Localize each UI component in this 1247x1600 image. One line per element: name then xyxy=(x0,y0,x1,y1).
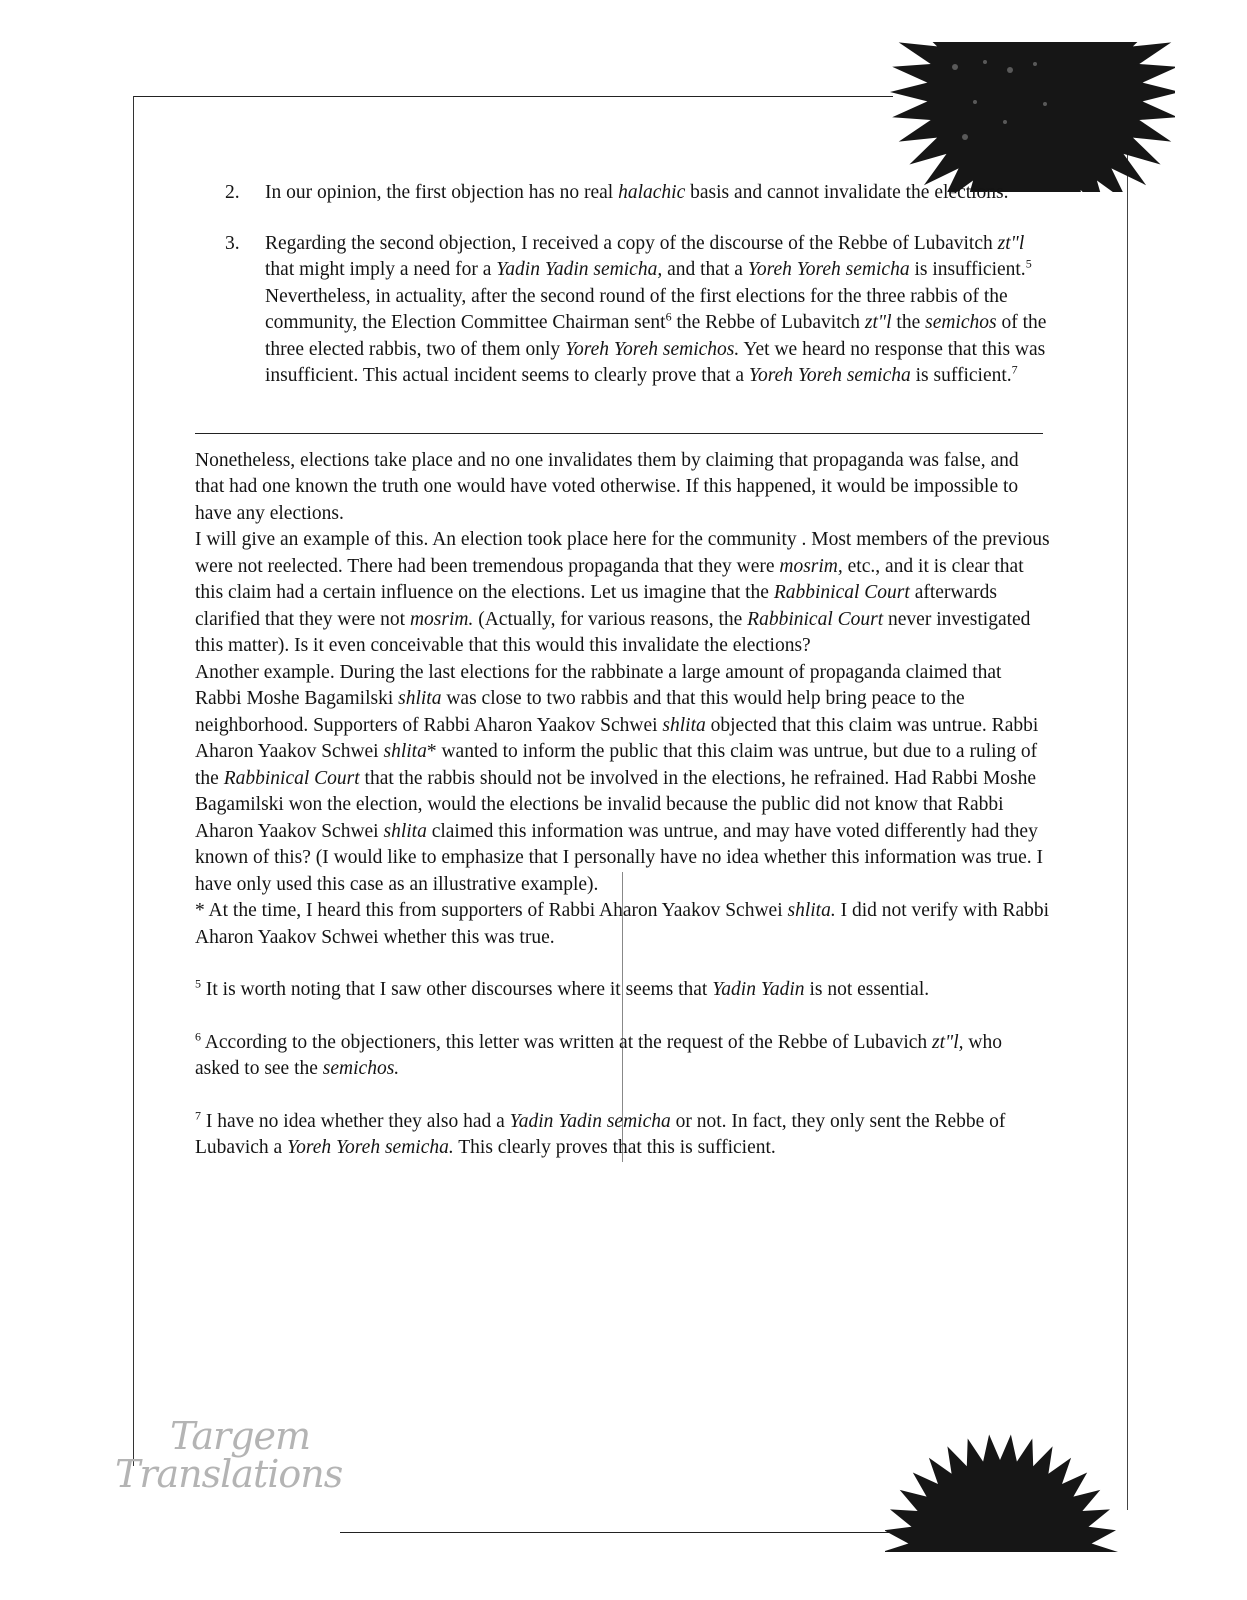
page-frame-top xyxy=(133,96,893,97)
footnote-paragraph: Nonetheless, elections take place and no one invalidates them by claiming that propaganda was false, and that had one known the truth one would have voted otherwise. If this happened, it would be impossible to have any elections. xyxy=(195,449,1019,524)
translator-logo xyxy=(115,1412,343,1502)
page-frame-right xyxy=(1127,150,1128,1510)
footnote-paragraph: Another example. During the last elections for the rabbinate a large amount of propaganda claimed that Rabbi Moshe Bagamilski shlita was close to two rabbis and that this would help bring peace to the neighborhood. Supporters of Rabbi Aharon Yaakov Schwei shlita objected that this claim was untrue. Rabbi Aharon Yaakov Schwei shlita* wanted to inform the public that this claim was untrue, but due to a ruling of the Rabbinical Court that the rabbis should not be involved in the elections, he refrained. Had Rabbi Moshe Bagamilski won the election, would the elections be invalid because the public did not know that Rabbi Aharon Yaakov Schwei shlita claimed this information was untrue, and may have voted differently had they known of this? (I would like to emphasize that I personally have no idea whether this information was true. I have only used this case as an illustrative example). xyxy=(195,661,1044,895)
document-body xyxy=(195,180,1050,1162)
bottom-notary-seal xyxy=(885,1432,1130,1552)
footnotes-section xyxy=(195,448,1050,1162)
point-2 xyxy=(195,180,1050,207)
page-frame-bottom xyxy=(340,1532,900,1533)
point-text: Regarding the second objection, I received a copy of the discourse of the Rebbe of Lubavitch zt"l that might imply a need for a Yadin Yadin semicha, and that a Yoreh Yoreh semicha is insufficient.$^5$ Nevertheless, in actuality, after the second round of the first elections for the three rabbis of the community, the Election Committee Chairman sent$^6$ the Rebbe of Lubavitch zt"l the semichos of the three elected rabbis, two of them only Yoreh Yoreh semichos. Yet we heard no response that this was insufficient. This actual incident seems to clearly prove that a Yoreh Yoreh semicha is sufficient.$^7$ xyxy=(265,232,1047,386)
footnote-separator xyxy=(195,433,1043,434)
numbered-points xyxy=(195,180,1050,390)
point-3 xyxy=(195,231,1050,390)
footnote-6: $^6$ According to the objectioners, this letter was written at the request of the Rebbe of Lubavich zt"l, who asked to see the semichos. xyxy=(195,1029,1002,1079)
footnote-gap xyxy=(195,1083,1050,1109)
point-number: 3. xyxy=(225,232,240,254)
logo-text-line2: Translations xyxy=(115,1452,343,1496)
footnote-gap xyxy=(195,951,1050,977)
point-text: In our opinion, the first objection has no real halachic basis and cannot invalidate the elections. xyxy=(265,182,1009,203)
point-number: 2. xyxy=(225,182,240,203)
logo-text-line1: Targem xyxy=(170,1414,311,1458)
footnote-gap xyxy=(195,1004,1050,1030)
footnote-7: $^7$ I have no idea whether they also had a Yadin Yadin semicha or not. In fact, they only sent the Rebbe of Lubavich a Yoreh Yoreh semicha. This clearly proves that this is sufficient. xyxy=(195,1108,1006,1158)
footnote-5: $^5$ It is worth noting that I saw other discourses where it seems that Yadin Yadin is not essential. xyxy=(195,976,930,1000)
page-frame-left xyxy=(133,96,134,1466)
top-notary-seal xyxy=(885,42,1175,192)
footnote-paragraph: I will give an example of this. An election took place here for the community . Most members of the previous were not reelected. There had been tremendous propaganda that they were mosrim, etc., and it is clear that this claim had a certain influence on the elections. Let us imagine that the Rabbinical Court afterwards clarified that they were not mosrim. (Actually, for various reasons, the Rabbinical Court never investigated this matter). Is it even conceivable that this would this invalidate the elections? xyxy=(195,529,1050,656)
footnote-paragraph: * At the time, I heard this from supporters of Rabbi Aharon Yaakov Schwei shlita. I did not verify with Rabbi Aharon Yaakov Schwei whether this was true. xyxy=(195,900,1050,948)
